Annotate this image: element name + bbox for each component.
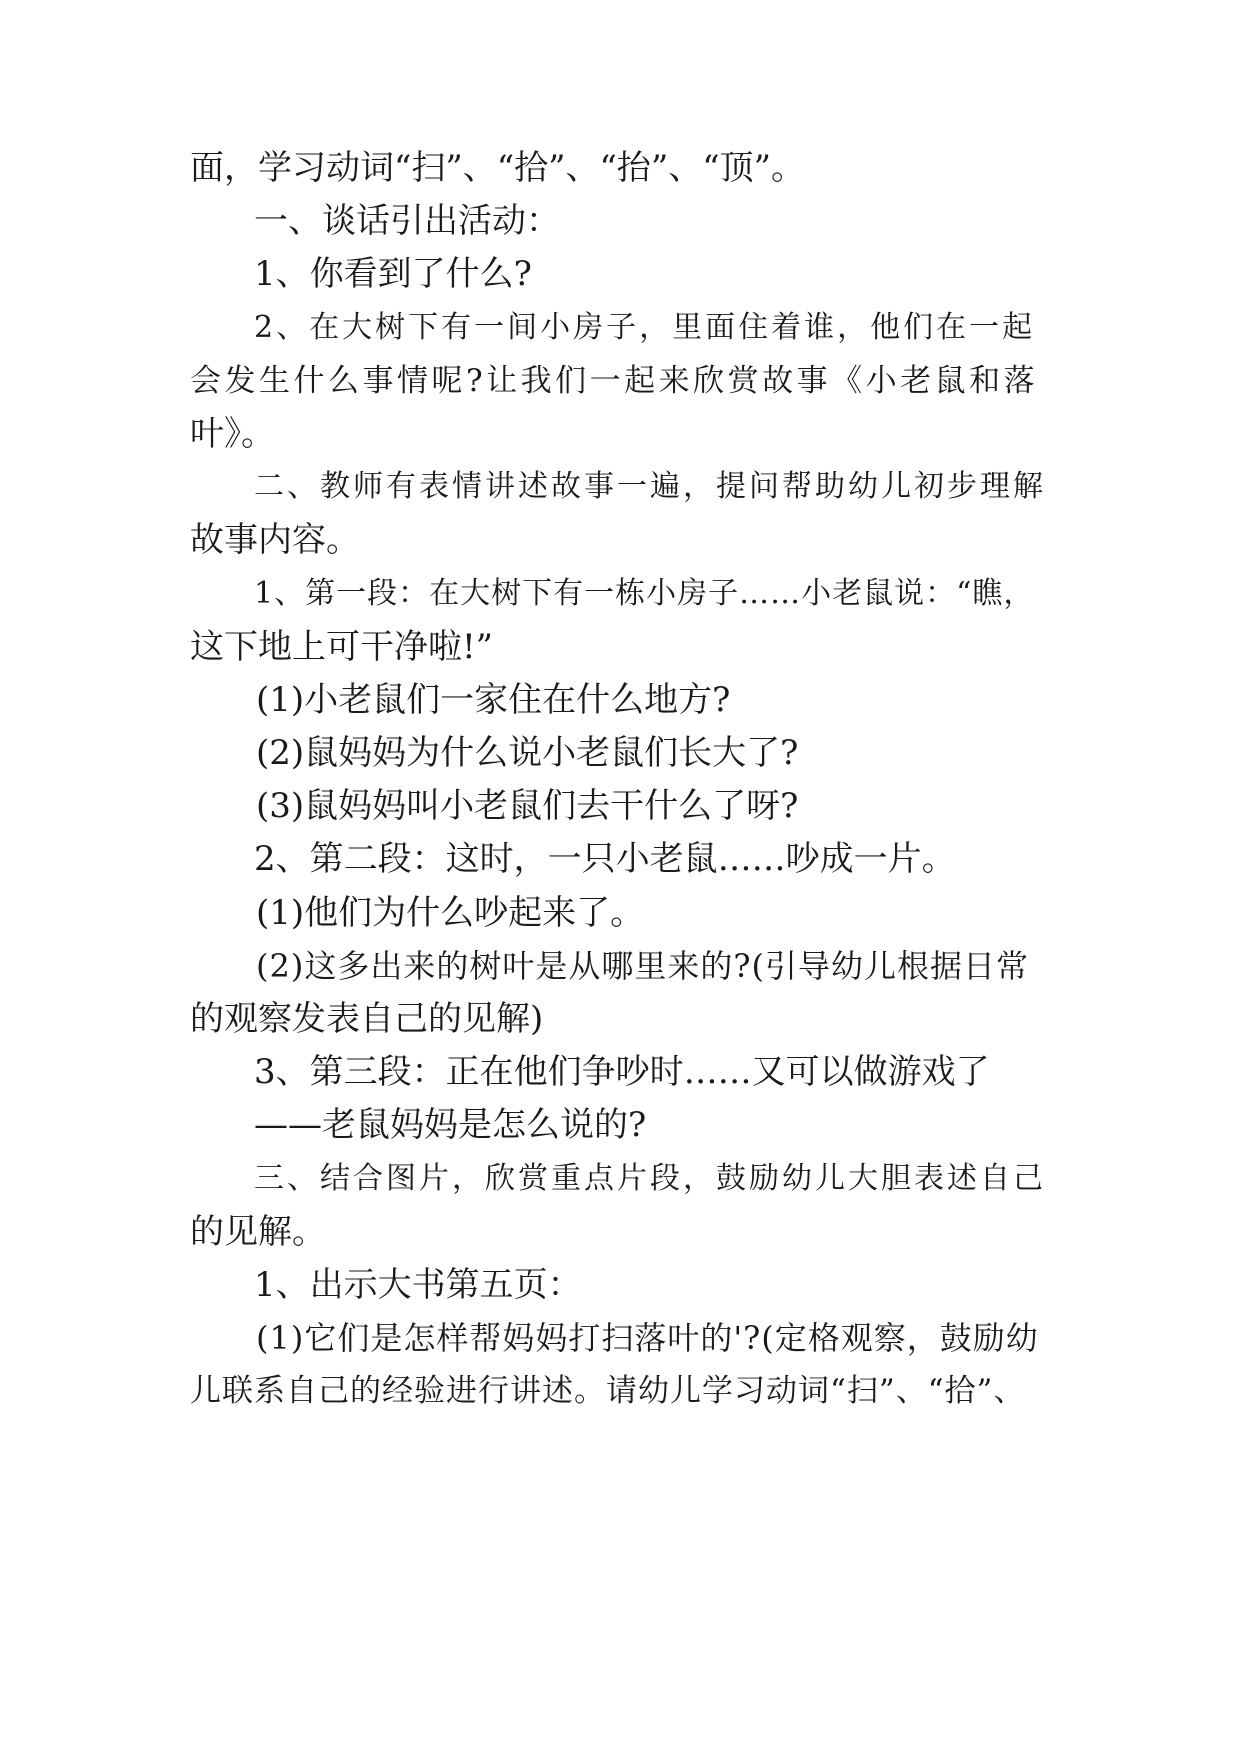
text-line: 2、第二段：这时，一只小老鼠……吵成一片。	[254, 839, 956, 879]
text-line: 这下地上可干净啦!”	[190, 627, 494, 667]
text-line: 一、谈话引出活动：	[254, 201, 560, 241]
text-line: 3、第三段：正在他们争吵时……又可以做游戏了	[254, 1052, 990, 1092]
text-line: (2)这多出来的树叶是从哪里来的?(引导幼儿根据日常	[256, 947, 1029, 985]
text-line: 的见解。	[190, 1212, 326, 1252]
text-line: 的观察发表自己的见解)	[190, 999, 544, 1039]
text-line: ——老鼠妈妈是怎么说的?	[254, 1105, 647, 1145]
text-line: (1)它们是怎样帮妈妈打扫落叶的'?(定格观察，鼓励幼	[256, 1319, 1039, 1357]
text-line: 1、你看到了什么?	[254, 254, 532, 294]
text-line: (1)他们为什么吵起来了。	[256, 893, 645, 933]
text-line: 二、教师有表情讲述故事一遍，提问帮助幼儿初步理解	[254, 469, 1046, 504]
text-line: 三、结合图片，欣赏重点片段，鼓励幼儿大胆表述自己	[254, 1161, 1046, 1196]
text-line: 面，学习动词“扫”、“拾”、“抬”、“顶”。	[190, 148, 806, 188]
text-line: 会发生什么事情呢?让我们一起来欣赏故事《小老鼠和落	[190, 363, 1039, 399]
text-line: (2)鼠妈妈为什么说小老鼠们长大了?	[256, 733, 799, 773]
text-line: (1)小老鼠们一家住在什么地方?	[256, 680, 731, 720]
text-line: 故事内容。	[190, 520, 360, 560]
text-line: 1、第一段：在大树下有一栋小房子……小老鼠说：“瞧，	[254, 576, 1035, 611]
text-line: (3)鼠妈妈叫小老鼠们去干什么了呀?	[256, 786, 799, 826]
text-line: 叶》。	[190, 414, 275, 454]
text-line: 1、出示大书第五页：	[254, 1265, 582, 1305]
text-line: 儿联系自己的经验进行讲述。请幼儿学习动词“扫”、“拾”、	[190, 1373, 1026, 1409]
text-line: 2、在大树下有一间小房子，里面住着谁，他们在一起	[254, 310, 1036, 345]
